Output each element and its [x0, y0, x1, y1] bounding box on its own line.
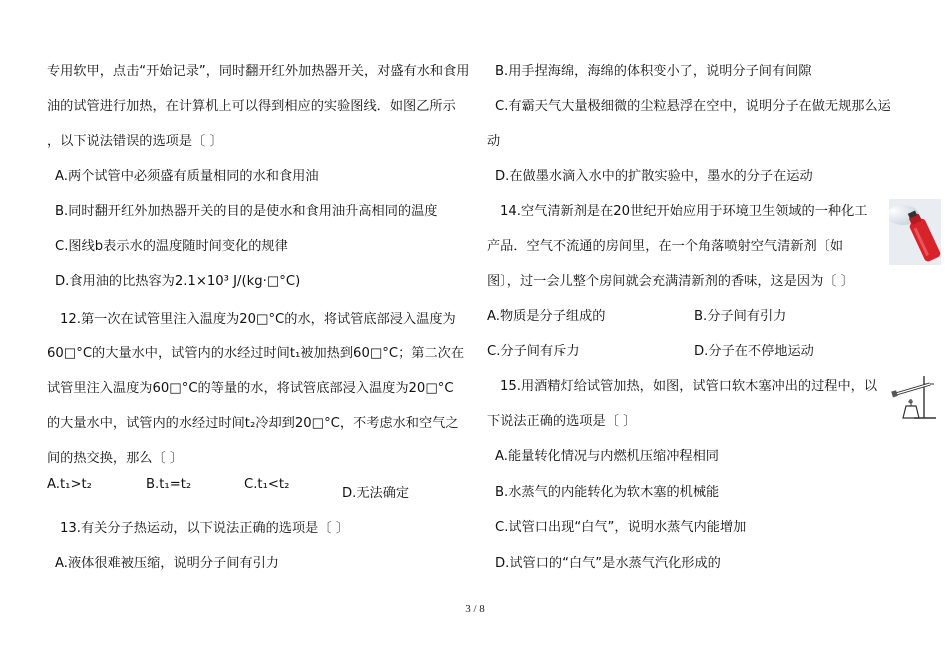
- spray-can-icon: [889, 199, 941, 265]
- q12-option-a: A.t₁>t₂: [47, 477, 92, 492]
- q13-option-c: C.有霸天气大量极细微的尘粒悬浮在空中，说明分子在做无规那么运: [495, 99, 891, 114]
- q13-option-c-cont: 动: [487, 134, 501, 149]
- q13-option-d: D.在做墨水滴入水中的扩散实验中，墨水的分子在运动: [495, 169, 813, 184]
- q13-option-b: B.用手捏海绵，海绵的体积变小了，说明分子间有间隙: [495, 64, 812, 79]
- q12-stem-line: 12.第一次在试管里注入温度为20□°C的水，将试管底部浸入温度为: [60, 312, 456, 327]
- q15-option-a: A.能量转化情况与内燃机压缩冲程相同: [495, 449, 719, 464]
- q12-option-d: D.无法确定: [342, 486, 410, 501]
- q12-stem-line: 60□°C的大量水中，试管内的水经过时间t₁被加热到60□°C；第二次在: [47, 346, 465, 361]
- text-line: 专用软甲，点击“开始记录”，同时翻开红外加热器开关，对盛有水和食用: [47, 64, 470, 79]
- q12-option-b: B.t₁=t₂: [146, 477, 192, 492]
- alcohol-lamp-test-tube-icon: [884, 372, 942, 424]
- q15-stem-line: 下说法正确的选项是〔 〕: [487, 414, 637, 429]
- q11-option-d: D.食用油的比热容为2.1×10³ J/(kg·□°C): [55, 274, 301, 289]
- q14-option-b: B.分子间有引力: [694, 309, 787, 324]
- q15-stem-line: 15.用酒精灯给试管加热，如图，试管口软木塞冲出的过程中，以: [500, 379, 878, 394]
- page-number: 3 / 8: [465, 603, 485, 615]
- q14-option-a: A.物质是分子组成的: [487, 309, 606, 324]
- q12-option-c: C.t₁<t₂: [244, 477, 290, 492]
- q11-option-b: B.同时翻开红外加热器开关的目的是使水和食用油升高相同的温度: [55, 204, 438, 219]
- q13-option-a: A.液体很难被压缩，说明分子间有引力: [55, 556, 279, 571]
- text-line: ，以下说法错误的选项是〔 〕: [47, 134, 223, 149]
- q14-stem-line: 产品．空气不流通的房间里，在一个角落喷射空气清新剂〔如: [487, 239, 844, 254]
- q11-option-a: A.两个试管中必须盛有质量相同的水和食用油: [55, 169, 319, 184]
- q15-option-d: D.试管口的“白气”是水蒸气汽化形成的: [495, 556, 721, 571]
- text-line: 油的试管进行加热，在计算机上可以得到相应的实验图线．如图乙所示: [47, 99, 456, 114]
- q14-stem-line: 14.空气清新剂是在20世纪开始应用于环境卫生领域的一种化工: [500, 204, 868, 219]
- q15-option-b: B.水蒸气的内能转化为软木塞的机械能: [495, 485, 720, 500]
- q12-stem-line: 间的热交换，那么〔 〕: [47, 451, 184, 466]
- q12-stem-line: 试管里注入温度为60□°C的等量的水，将试管底部浸入温度为20□°C: [47, 381, 454, 396]
- q13-stem: 13.有关分子热运动，以下说法正确的选项是〔 〕: [60, 521, 349, 536]
- q15-option-c: C.试管口出现“白气”，说明水蒸气内能增加: [495, 520, 747, 535]
- q12-stem-line: 的大量水中，试管内的水经过时间t₂冷却到20□°C，不考虑水和空气之: [47, 416, 459, 431]
- q11-option-c: C.图线b表示水的温度随时间变化的规律: [55, 239, 288, 254]
- q14-option-d: D.分子在不停地运动: [694, 344, 814, 359]
- q14-option-c: C.分子间有斥力: [487, 344, 580, 359]
- q14-stem-line: 图〕，过一会儿整个房间就会充满清新剂的香味，这是因为〔 〕: [487, 274, 854, 289]
